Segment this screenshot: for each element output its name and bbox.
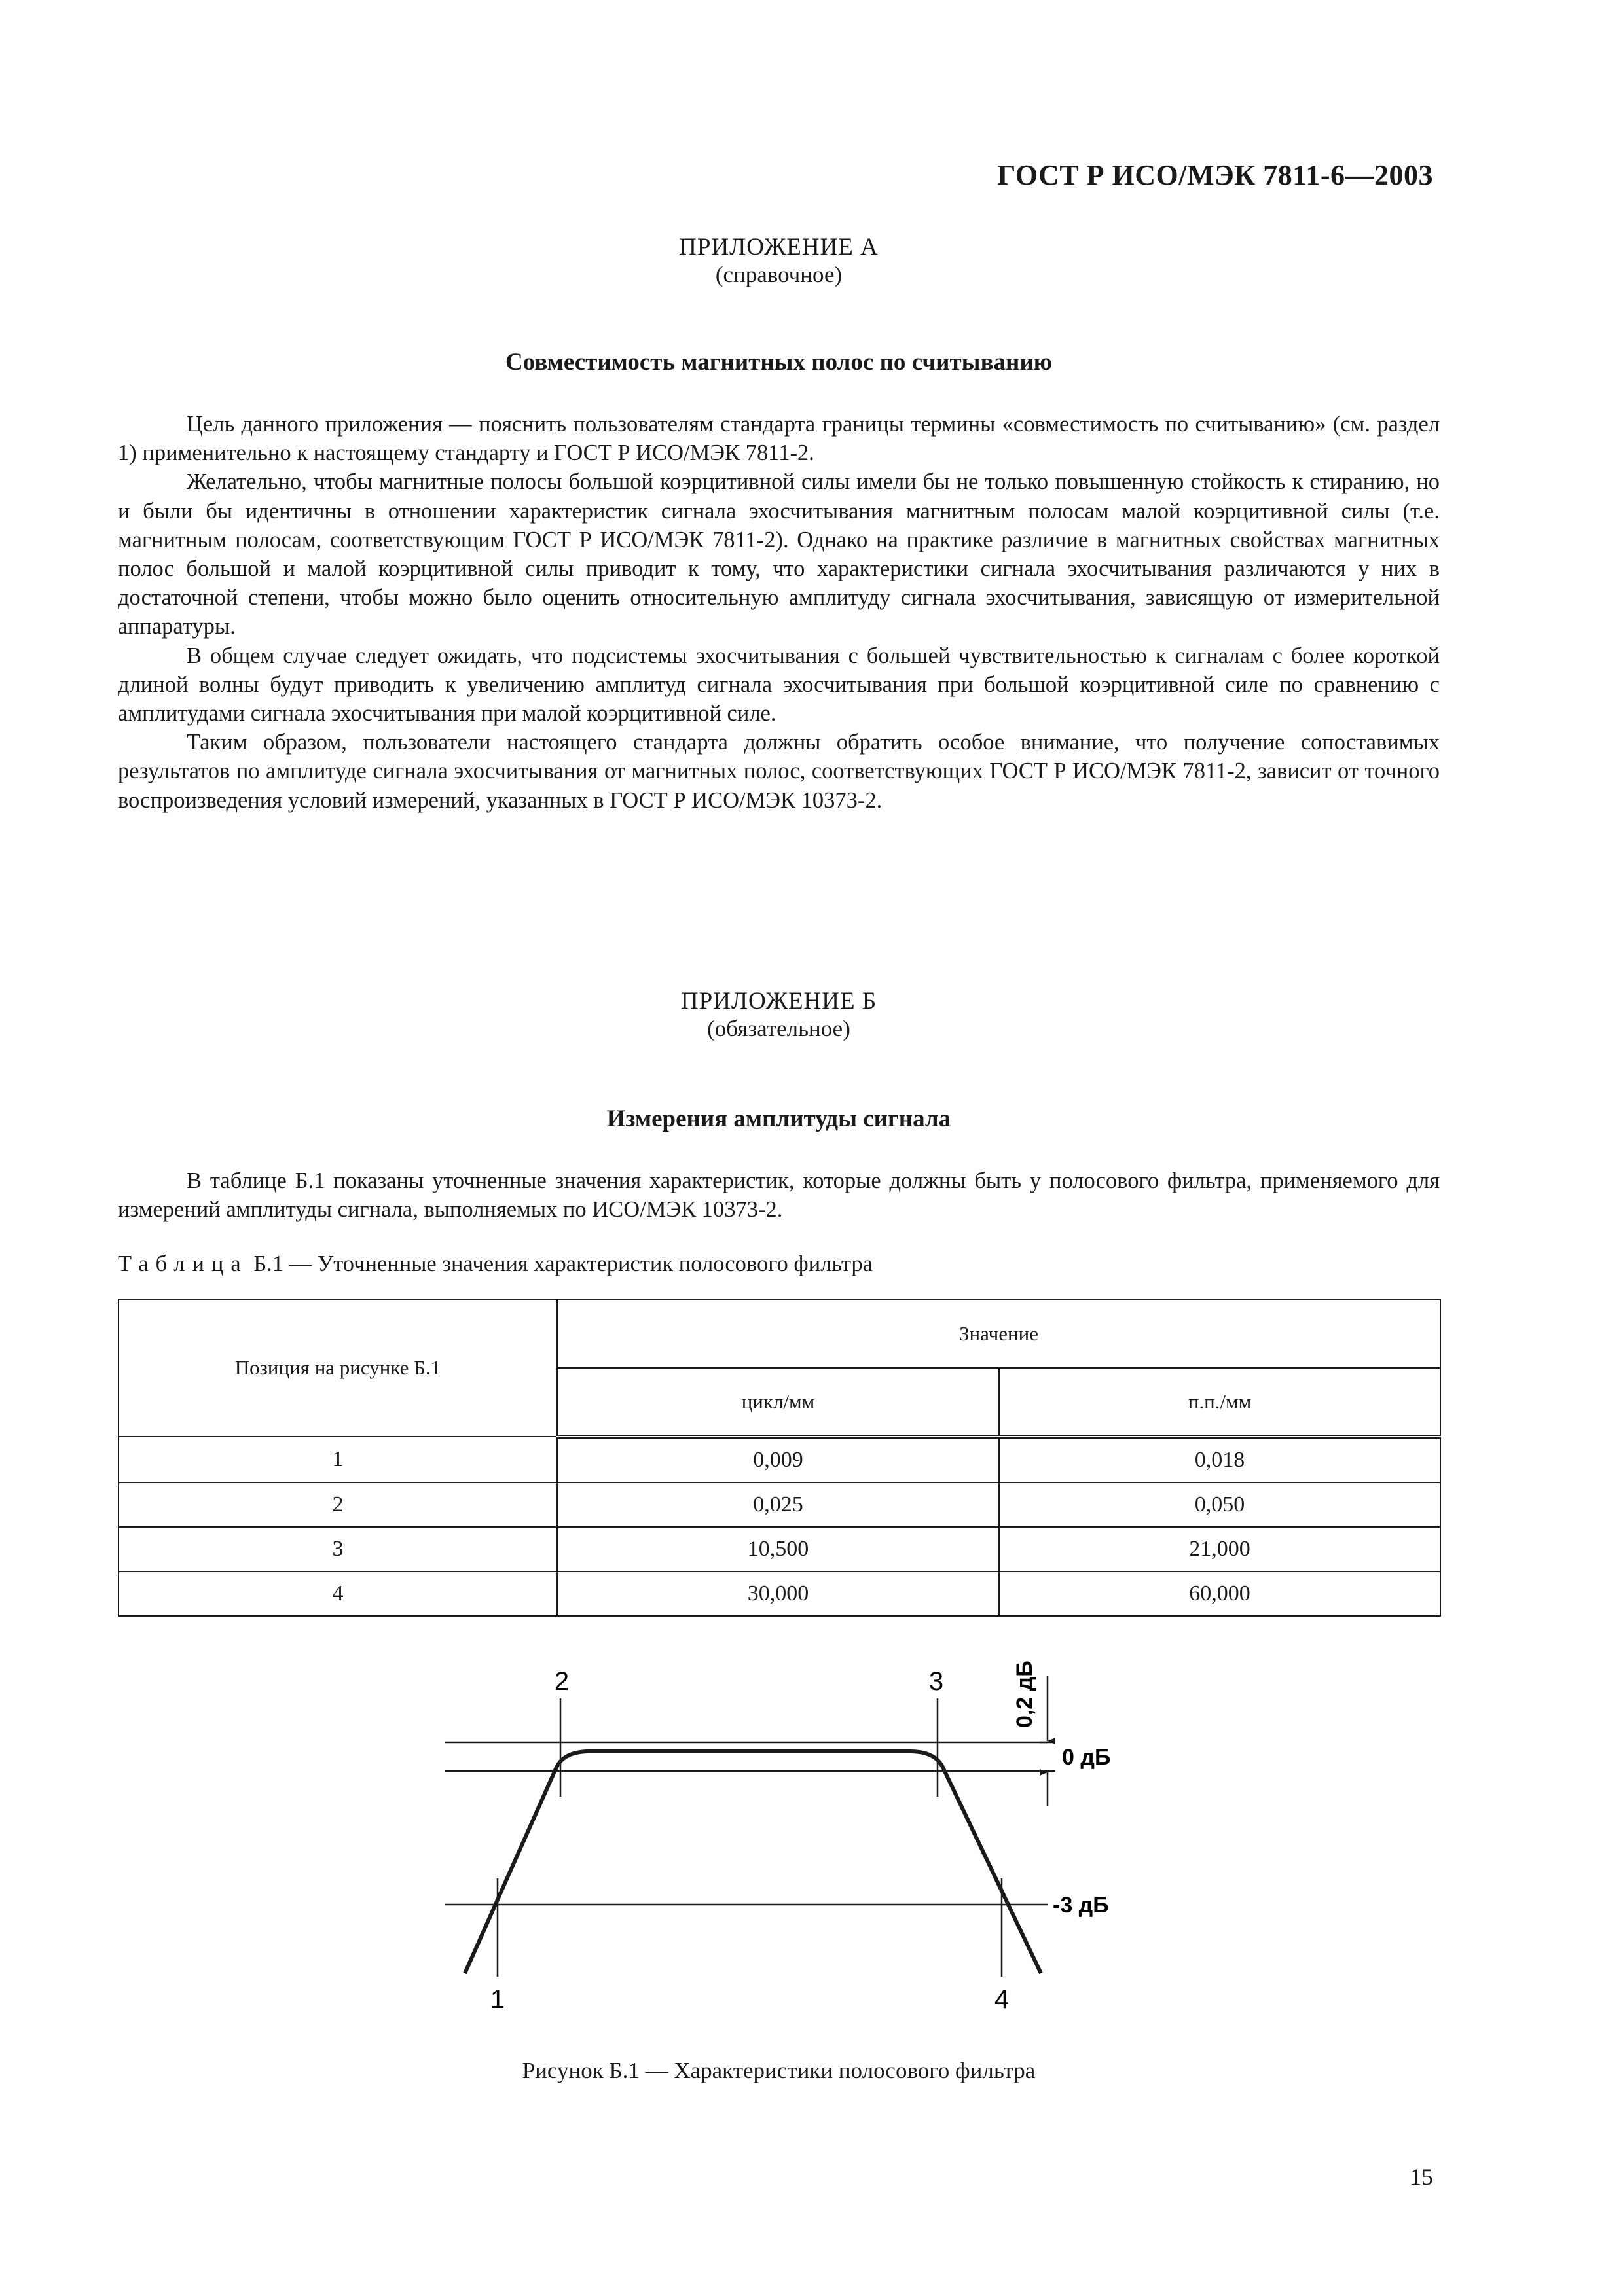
cell-cycles: 10,500: [557, 1527, 999, 1571]
figure-label-2: 2: [554, 1667, 570, 1696]
table-row: [119, 1571, 1440, 1616]
paragraph: Желательно, чтобы магнитные полосы большой коэрцитивной силы имели бы не только повышенную стойкость к стиранию, но и были бы идентичны в отношении характеристик сигнала эхосчитывания магнитным полосам малой коэрцитивной силы (т.е. магнитным полосам, соответствующим ГОСТ Р ИСО/МЭК 7811-2). Однако на практике различие в магнитных свойствах магнитных полос большой и малой коэрцитивной силы приводит к тому, что характеристики сигнала эхосчитывания различаются у них в достаточной степени, чтобы можно было оценить относительную амплитуду сигнала эхосчитывания, зависящую от измерительной аппаратуры.: [118, 469, 1440, 639]
appendix-a-body: [118, 410, 1440, 815]
column-header-value: Значение: [557, 1299, 1440, 1368]
figure-label-minus-3-db: -3 дБ: [1053, 1893, 1109, 1918]
cell-cycles: 0,025: [557, 1482, 999, 1527]
figure-label-1: 1: [490, 1985, 505, 2014]
figure-label-0-2-db: 0,2 дБ: [1012, 1660, 1037, 1728]
appendix-a-heading: Совместимость магнитных полос по считыванию: [505, 349, 1052, 376]
table-caption-text: Б.1 — Уточненные значения характеристик полосового фильтра: [253, 1251, 873, 1276]
appendix-b-body: [118, 1166, 1440, 1224]
table-caption: [118, 1251, 873, 1277]
figure-caption: Рисунок Б.1 — Характеристики полосового фильтра: [522, 2058, 1036, 2083]
paragraph: В таблице Б.1 показаны уточненные значения характеристик, которые должны быть у полосового фильтра, применяемого для измерений амплитуды сигнала, выполняемых по ИСО/МЭК 10373-2.: [118, 1168, 1440, 1223]
page-number: 15: [1410, 2164, 1433, 2190]
standard-code: ГОСТ Р ИСО/МЭК 7811-6—2003: [997, 159, 1433, 191]
cell-position: 2: [119, 1482, 557, 1527]
appendix-a-title: ПРИЛОЖЕНИЕ А: [679, 234, 879, 260]
paragraph: Цель данного приложения — пояснить пользователям стандарта границы термины «совместимость по считыванию» (см. раздел 1) применительно к настоящему стандарту и ГОСТ Р ИСО/МЭК 7811-2.: [118, 412, 1440, 466]
appendix-b-heading: Измерения амплитуды сигнала: [606, 1105, 951, 1132]
cell-ftpm: 21,000: [999, 1527, 1440, 1571]
table-caption-label: Таблица: [118, 1251, 248, 1276]
cell-ftpm: 0,018: [999, 1437, 1440, 1482]
cell-position: 4: [119, 1571, 557, 1616]
paragraph: Таким образом, пользователи настоящего стандарта должны обратить особое внимание, что получение сопоставимых результатов по амплитуде сигнала эхосчитывания от магнитных полос, соответствующих ГОСТ Р ИСО/МЭК 7811-2, зависит от точного воспроизведения условий измерений, указанных в ГОСТ Р ИСО/МЭК 10373-2.: [118, 730, 1440, 813]
appendix-b-note: (обязательное): [707, 1016, 850, 1041]
appendix-a-note: (справочное): [715, 262, 843, 287]
cell-cycles: 30,000: [557, 1571, 999, 1616]
appendix-b-title: ПРИЛОЖЕНИЕ Б: [680, 988, 877, 1014]
cell-ftpm: 60,000: [999, 1571, 1440, 1616]
paragraph: В общем случае следует ожидать, что подсистемы эхосчитывания с большей чувствительностью к сигналам с более короткой длиной волны будут приводить к увеличению амплитуд сигнала эхосчитывания при большой коэрцитивной силе по сравнению с амплитудами сигнала эхосчитывания при малой коэрцитивной силе.: [118, 643, 1440, 726]
cell-position: 1: [119, 1437, 557, 1482]
table-row: [119, 1527, 1440, 1571]
figure-label-3: 3: [928, 1667, 944, 1696]
cell-ftpm: 0,050: [999, 1482, 1440, 1527]
table-row: [119, 1437, 1440, 1482]
table-row: [119, 1482, 1440, 1527]
filter-values-table: [118, 1299, 1441, 1617]
column-header-ftpm: п.п./мм: [999, 1368, 1440, 1437]
filter-response-curve: [465, 1751, 1041, 1973]
cell-position: 3: [119, 1527, 557, 1571]
column-header-position: Позиция на рисунке Б.1: [119, 1299, 557, 1437]
column-header-cycles: цикл/мм: [557, 1368, 999, 1437]
figure-label-4: 4: [994, 1985, 1010, 2014]
figure-label-0-db: 0 дБ: [1062, 1745, 1111, 1770]
cell-cycles: 0,009: [557, 1437, 999, 1482]
